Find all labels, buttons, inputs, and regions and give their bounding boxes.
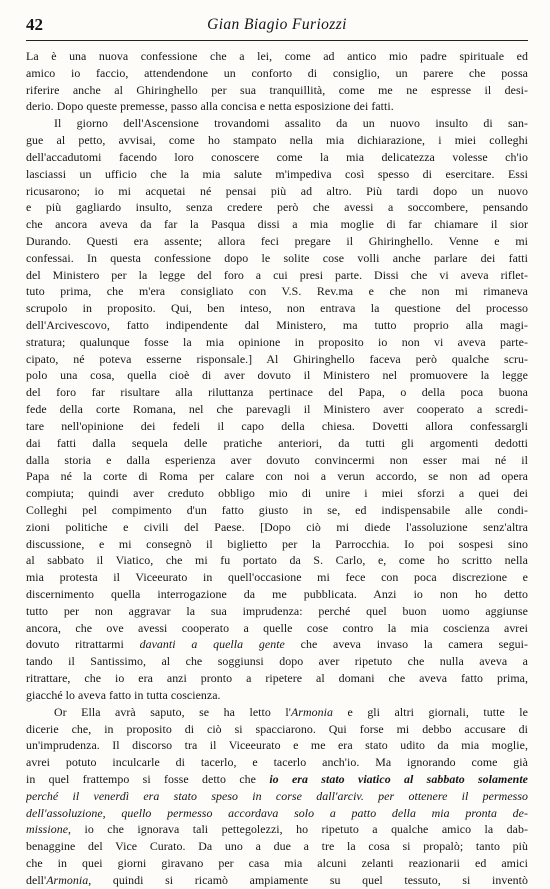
text-line (26, 704, 528, 721)
text-line (26, 250, 528, 267)
text-segment: discussione, e mi consegnò il biglietto per la Parrocchia. Io poi sospesi sino (26, 536, 528, 551)
text-segment: Or Ella avrà saputo, se ha letto l' (54, 704, 291, 719)
text-line (26, 653, 528, 670)
text-segment: ricusarono; io mi acquetai né pensai più ad altro. Più tardi dopo un nuovo (26, 183, 528, 198)
text-segment: Durando. Questi era assente; allora feci pregare il Ghiringhello. Venne e mi (26, 233, 528, 248)
page-header (26, 14, 528, 41)
text-segment: polo una cosa, quella cioè di aver dovuto il Ministero nel promuovere la legge (26, 368, 528, 383)
text-line (26, 519, 528, 536)
text-line (26, 636, 528, 653)
text-segment: fede della corte Romana, nel che parevagli il Ministero aver cooperato a scredi- (26, 402, 528, 417)
text-segment: Il giorno dell'Ascensione trovandomi assalito da un nuovo insulto di san- (54, 116, 528, 131)
text-line (26, 183, 528, 200)
text-segment: al sabbato il Viatico, che mi fu portato da S. Carlo, e, come ho scritto nella (26, 553, 528, 568)
text-line (26, 552, 528, 569)
text-line (26, 367, 528, 384)
text-segment: dicerie che, in proposito di ciò si spacciarono. Qui forse mi debbo accusare di (26, 721, 528, 736)
text-line (26, 132, 528, 149)
text-segment: lasciassi un ufficio che la mia salute m'impediva così spesso di esercitare. Essi (26, 166, 528, 181)
text-segment: confessai. In questa confessione dopo le solite cose volli anche parlare dei fatti (26, 250, 528, 265)
text-segment: Armonia (290, 704, 333, 719)
text-line (26, 872, 528, 889)
text-line (26, 586, 528, 603)
text-segment: missione (26, 822, 69, 837)
text-segment: tando il Santissimo, al che soggiunsi dopo aver ripetuto che nulla aveva a (26, 654, 528, 669)
text-segment: perché il venerdì era stato speso in corse dall'arciv. per ottenere il permesso (26, 788, 528, 803)
text-line (26, 737, 528, 754)
text-segment: giacché lo aveva fatto in tutta coscienza. (26, 687, 221, 702)
text-segment: stratura; qualunque fosse la mia opinione in proposito io non vi aveva parte- (26, 334, 528, 349)
text-line (26, 821, 528, 838)
text-segment: che ancora aveva da far la Pasqua dissi a mia moglie di far chiamare il sior (26, 217, 528, 232)
text-segment: , quindi si ricamò ampiamente su quel tessuto, si inventò (88, 872, 528, 887)
text-segment: dell'Arcivescovo, fatto indipendente dal Ministero, ma tutto proprio alla magi- (26, 318, 528, 332)
text-segment: dell' (26, 872, 47, 887)
text-line (26, 82, 528, 99)
text-line (26, 300, 528, 317)
text-line (26, 855, 528, 872)
text-segment: Papa né la corte di Roma per calare con noi a verun accordo, se non ad opera (26, 469, 528, 484)
text-line (26, 98, 528, 115)
text-segment: tutto per non aggravar la sua imprudenza: perché quel buon uomo aggiunse (26, 603, 528, 618)
text-line (26, 334, 528, 351)
text-line (26, 771, 528, 788)
text-segment: ritrattare, che io era anzi pronto a ripetere al domani che aveva fatto prima, (26, 671, 528, 686)
text-segment: discernimento quella interrogazione da me pubblicata. Anzi io non ho detto (26, 587, 528, 601)
text-segment: mia protesta il Viceeurato in quell'occasione mi fece con poca discrezione e (26, 570, 528, 585)
text-line (26, 788, 528, 805)
text-segment: dell'assoluzione, quello permesso accordava solo a patto della mia pronta de- (26, 805, 528, 820)
text-segment: del foro far risultare alla riluttanza pertinace del Papa, o della poca buona (26, 385, 528, 400)
text-segment: e più gagliardo insulto, senza credere però che avessi a soccombere, pensando (26, 200, 528, 215)
text-line (26, 670, 528, 687)
text-line (26, 435, 528, 452)
text-segment: cipato, né poteva esserne risponsale.] Al Ghiringhello faceva però qualche scru- (26, 351, 528, 366)
text-line (26, 351, 528, 368)
text-line (26, 468, 528, 485)
text-line (26, 603, 528, 620)
text-line (26, 569, 528, 586)
text-line (26, 721, 528, 738)
text-segment: gue al petto, avvisai, come ho stampato nella mia dichiarazione, i miei colleghi (26, 133, 528, 148)
text-line (26, 233, 528, 250)
text-segment: ancora, che ove avessi cooperato a quelle cose contro la mia coscienza avrei (26, 620, 528, 635)
text-segment: dovuto ritrattarmi (26, 637, 140, 652)
text-segment: avrei potuto inculcarle di tacerlo, e tacerlo anch'io. Ma ignorando come già (26, 755, 528, 770)
text-line (26, 267, 528, 284)
text-line (26, 283, 528, 300)
text-segment: davanti a quella gente (139, 637, 285, 652)
text-segment: Armonia (46, 872, 89, 887)
text-segment: tuto prima, che m'era consigliato con V.S. Rev.ma e che non mi rimaneva (26, 284, 528, 299)
text-segment: riferire anche al Ghiringhello per sua tranquillità, come me ne espresse il desi- (26, 82, 528, 97)
text-segment: e gli altri giornali, tutte le (332, 704, 528, 719)
text-line (26, 65, 528, 82)
text-line (26, 401, 528, 418)
text-segment: dai fatti dalla sequela delle pratiche anteriori, da tutti gli argomenti dedotti (26, 435, 528, 450)
text-line (26, 485, 528, 502)
text-line (26, 418, 528, 435)
body-text (26, 48, 528, 889)
text-line (26, 620, 528, 637)
page-number: 42 (26, 15, 43, 34)
text-segment: derio. Dopo queste premesse, passo alla concisa e netta esposizione dei fatti. (26, 99, 394, 114)
text-line (26, 805, 528, 822)
text-segment: , io che ignorava tali pettegolezzi, ho ripetuto a qualche amico la dab- (68, 822, 528, 837)
text-line (26, 384, 528, 401)
text-line (26, 199, 528, 216)
text-segment: scrupolo in proposito. Qui, ben inteso, non entrava la questione del processo (26, 301, 528, 316)
text-line (26, 838, 528, 855)
text-segment: La è una nuova confessione che a lei, come ad antico mio padre spirituale ed (26, 49, 528, 63)
text-segment: che aveva invaso la camera segui- (284, 637, 528, 652)
text-segment: io era stato viatico al sabbato solamente (269, 771, 528, 786)
text-line (26, 166, 528, 183)
text-line (26, 149, 528, 166)
text-segment: del Ministero per la legge del foro a cui presi parte. Dissi che vi aveva riflet- (26, 267, 528, 282)
text-segment: zioni politiche e civili del Paese. [Dopo ciò mi diede l'assoluzione senz'altra (26, 519, 528, 534)
text-line (26, 754, 528, 771)
text-line (26, 502, 528, 519)
text-line (26, 452, 528, 469)
text-segment: Colleghi pel compimento d'un fatto giusto in se, ed indispensabile alle condi- (26, 502, 528, 517)
text-segment: compiuta; quindi aver creduto obbligo mio di unire i miei sforzi a quei dei (26, 486, 528, 501)
text-segment: in quel frattempo si fosse detto che (26, 771, 270, 786)
text-line (26, 317, 528, 334)
text-segment: amico io faccio, attendendone un conforto di consiglio, un parere che possa (26, 65, 528, 80)
text-line (26, 48, 528, 65)
text-segment: dalla storia e dalla esperienza aver dovuto convincermi non esser mai né il (26, 452, 528, 467)
text-line (26, 216, 528, 233)
text-line (26, 536, 528, 553)
text-segment: un'imprudenza. Il discorso tra il Viceeurato e me era stato udito da mia moglie, (26, 738, 528, 753)
text-segment: dell'accadutomi facendo loro conoscere come la mia delicatezza volesse ch'io (26, 149, 528, 164)
text-line (26, 687, 528, 704)
running-title: Gian Biagio Furiozzi (207, 16, 347, 33)
text-segment: benaggine del Vice Curato. Da uno a due a tre la cosa si propalò; tanto più (26, 839, 528, 854)
text-segment: tare nell'opinione dei fedeli il capo della chiesa. Dovetti allora confessargli (26, 418, 528, 433)
text-segment: che in quei giorni giravano per casa mia alcuni zelanti reazionarii ed amici (26, 856, 528, 870)
text-line (26, 115, 528, 132)
